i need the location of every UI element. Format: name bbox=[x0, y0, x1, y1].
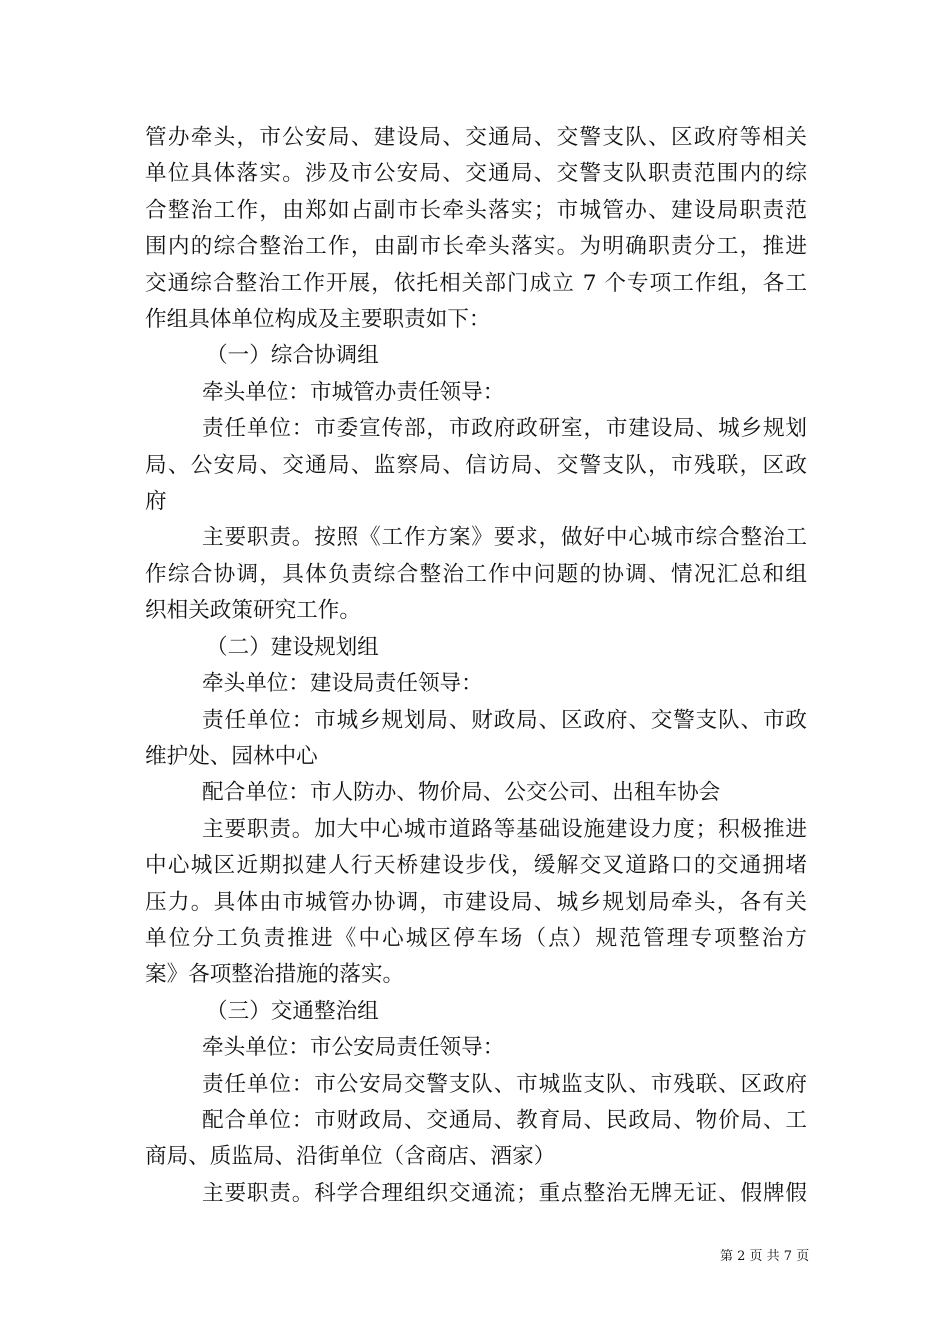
paragraph-line: 作综合协调，具体负责综合整治工作中问题的协调、情况汇总和组 bbox=[145, 562, 807, 587]
paragraph-line: 牵头单位：市城管办责任领导： bbox=[202, 380, 505, 405]
paragraph-line: 局、公安局、交通局、监察局、信访局、交警支队，市残联，区政 bbox=[145, 453, 807, 478]
section-heading: （二）建设规划组 bbox=[206, 635, 379, 660]
paragraph-line: 管办牵头，市公安局、建设局、交通局、交警支队、区政府等相关 bbox=[145, 125, 807, 150]
section-heading: （一）综合协调组 bbox=[206, 343, 379, 368]
paragraph-line: 牵头单位：市公安局责任领导： bbox=[202, 1035, 505, 1060]
paragraph-line: 作组具体单位构成及主要职责如下： bbox=[145, 307, 491, 332]
page-footer: 第 2 页 共 7 页 bbox=[720, 1249, 810, 1264]
paragraph-line: 合整治工作，由郑如占副市长牵头落实；市城管办、建设局职责范 bbox=[145, 198, 807, 223]
paragraph-line: 主要职责。加大中心城市道路等基础设施建设力度；积极推进 bbox=[202, 817, 807, 842]
paragraph-line: 责任单位：市城乡规划局、财政局、区政府、交警支队、市政 bbox=[202, 708, 807, 733]
paragraph-line: 案》各项整治措施的落实。 bbox=[145, 962, 405, 987]
section-heading: （三）交通整治组 bbox=[206, 999, 379, 1024]
paragraph-line: 府 bbox=[145, 489, 167, 514]
paragraph-line: 围内的综合整治工作，由副市长牵头落实。为明确职责分工，推进 bbox=[145, 234, 807, 259]
paragraph-line: 主要职责。按照《工作方案》要求，做好中心城市综合整治工 bbox=[202, 525, 807, 550]
paragraph-line: 商局、质监局、沿街单位（含商店、酒家） bbox=[145, 1144, 556, 1169]
paragraph-line: 主要职责。科学合理组织交通流；重点整治无牌无证、假牌假 bbox=[202, 1181, 807, 1206]
paragraph-line: 牵头单位：建设局责任领导： bbox=[202, 671, 483, 696]
paragraph-line: 配合单位：市财政局、交通局、教育局、民政局、物价局、工 bbox=[202, 1108, 807, 1133]
paragraph-line: 中心城区近期拟建人行天桥建设步伐，缓解交叉道路口的交通拥堵 bbox=[145, 853, 807, 878]
paragraph-line: 配合单位：市人防办、物价局、公交公司、出租车协会 bbox=[202, 780, 721, 805]
paragraph-line: 责任单位：市公安局交警支队、市城监支队、市残联、区政府 bbox=[202, 1072, 807, 1097]
paragraph-line: 责任单位：市委宣传部，市政府政研室，市建设局、城乡规划 bbox=[202, 416, 807, 441]
paragraph-line: 织相关政策研究工作。 bbox=[145, 598, 361, 623]
paragraph-line: 单位具体落实。涉及市公安局、交通局、交警支队职责范围内的综 bbox=[145, 161, 807, 186]
paragraph-line: 维护处、园林中心 bbox=[145, 744, 318, 769]
paragraph-line: 压力。具体由市城管办协调，市建设局、城乡规划局牵头，各有关 bbox=[145, 890, 807, 915]
paragraph-line: 单位分工负责推进《中心城区停车场（点）规范管理专项整治方 bbox=[145, 926, 807, 951]
paragraph-line: 交通综合整治工作开展，依托相关部门成立 7 个专项工作组，各工 bbox=[145, 271, 807, 296]
